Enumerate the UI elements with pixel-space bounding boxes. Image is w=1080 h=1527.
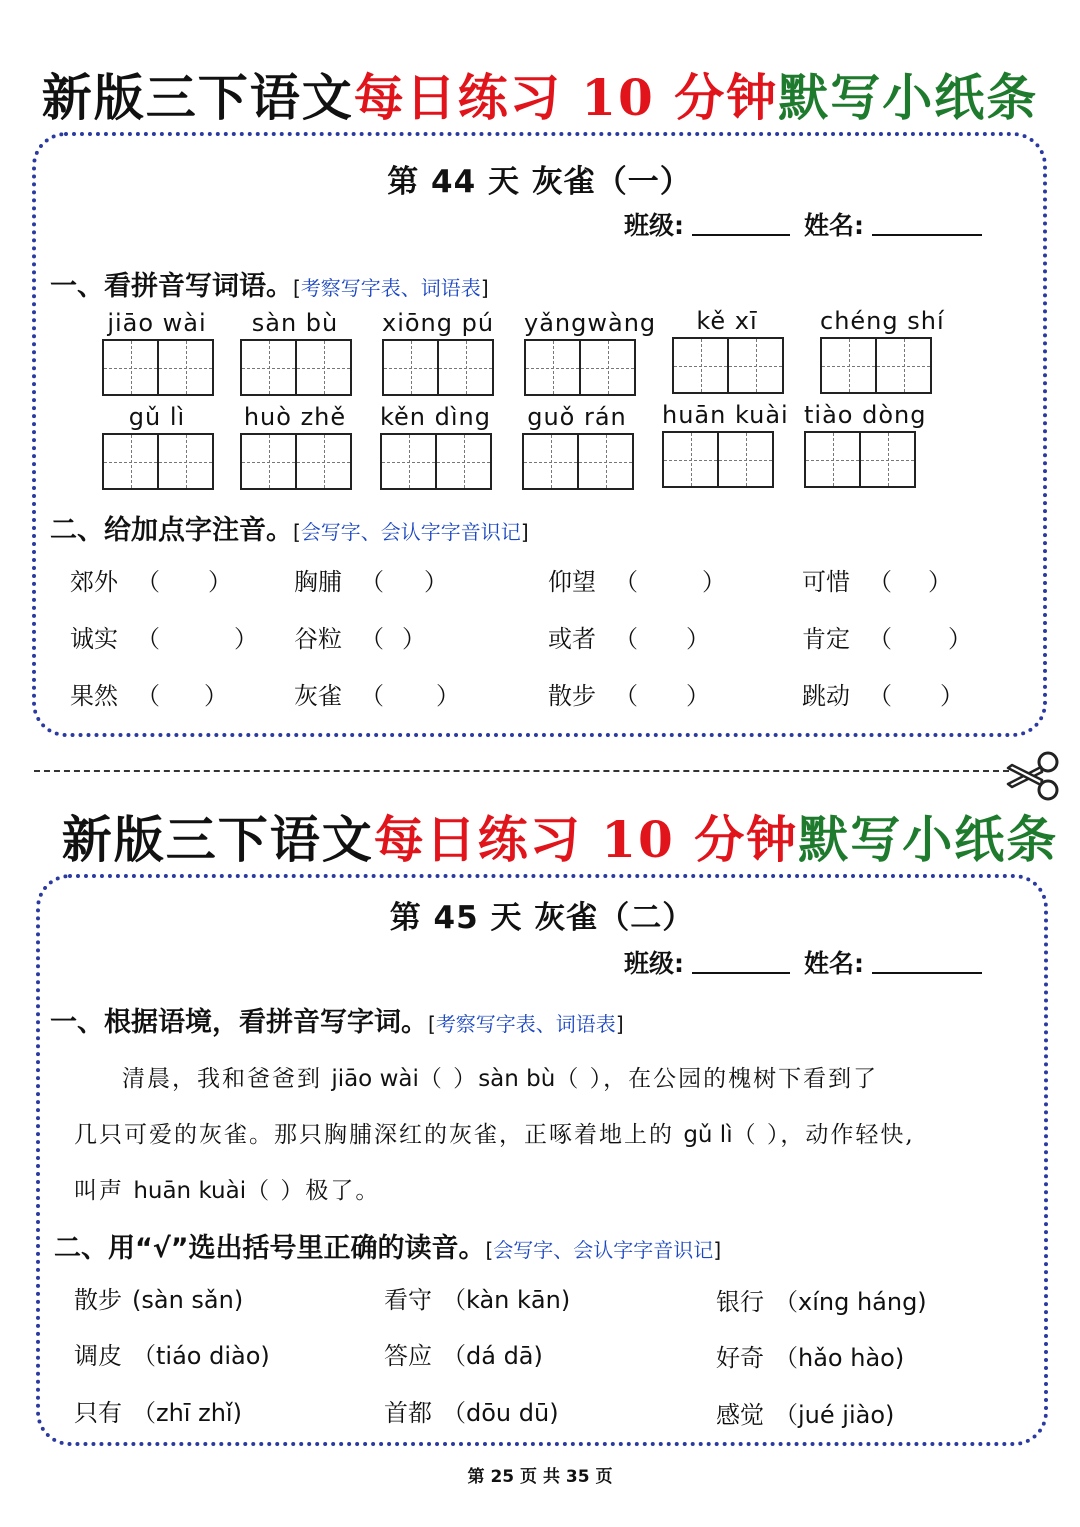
banner-part-3: 默写小纸条 — [798, 810, 1059, 869]
word-item: kěn dìng — [380, 433, 490, 490]
day44-class-name-row — [624, 206, 982, 242]
write-cell[interactable] — [717, 431, 774, 488]
phonetic-item: 或者 （ ） — [548, 625, 710, 653]
phonetic-item: 灰雀 （ ） — [294, 682, 460, 710]
phonetic-item: 果然 （ ） — [70, 682, 228, 710]
phonetic-item: 诚实 （ ） — [70, 625, 258, 653]
phonetic-item: 跳动 （ ） — [802, 682, 964, 710]
write-cell[interactable] — [102, 339, 159, 396]
word-item: gǔ lì — [102, 433, 212, 490]
name-blank[interactable] — [872, 214, 982, 236]
class-blank[interactable] — [692, 214, 790, 236]
choice-item[interactable]: 首都 （dōu dū) — [384, 1399, 559, 1427]
section1-title: 一、看拼音写词语。 — [50, 271, 293, 302]
write-cell[interactable] — [672, 337, 729, 394]
phonetic-item: 谷粒 （ ） — [294, 625, 426, 653]
choice-item[interactable]: 银行 （xíng háng) — [716, 1288, 927, 1316]
write-cell[interactable] — [295, 433, 352, 490]
choice-item[interactable]: 感觉 （jué jiào) — [716, 1401, 895, 1429]
write-cell[interactable] — [435, 433, 492, 490]
write-cell[interactable] — [157, 433, 214, 490]
write-cell[interactable] — [157, 339, 214, 396]
write-cell[interactable] — [524, 339, 581, 396]
section2-title: 二、用“√”选出括号里正确的读音。 — [54, 1233, 486, 1264]
phonetic-item: 可惜 （ ） — [802, 568, 952, 596]
choice-item[interactable]: 好奇 （hǎo hào) — [716, 1344, 905, 1372]
word-item: yǎngwàng — [524, 339, 634, 396]
cut-line — [34, 770, 1009, 772]
word-item: huò zhě — [240, 433, 350, 490]
day45-title: 第 45 天 灰雀（二） — [389, 900, 695, 936]
word-item: chéng shí — [820, 337, 930, 394]
word-item: tiào dòng — [804, 431, 914, 488]
write-cell[interactable] — [577, 433, 634, 490]
section2-title: 二、给加点字注音。 — [50, 515, 293, 546]
write-cell[interactable] — [102, 433, 159, 490]
write-cell[interactable] — [727, 337, 784, 394]
word-item: kě xī — [672, 337, 782, 394]
choice-item[interactable]: 调皮 （tiáo diào) — [74, 1342, 270, 1370]
context-line-3: 叫声 huān kuài（ ）极了。 — [74, 1178, 381, 1204]
banner-part-2: 每日练习 10 分钟 — [353, 68, 779, 127]
section1-title: 一、根据语境，看拼音写字词。 — [50, 1007, 428, 1038]
worksheet-day44 — [32, 132, 1047, 737]
word-item: xiōng pú — [382, 339, 492, 396]
section2-tag: [会写字、会认字字音识记] — [293, 520, 529, 544]
name-label: 姓名: — [804, 949, 864, 978]
write-cell[interactable] — [240, 339, 297, 396]
banner-part-3: 默写小纸条 — [778, 68, 1039, 127]
write-cell[interactable] — [875, 337, 932, 394]
banner-title-1 — [0, 58, 1080, 130]
section1-tag: [考察写字表、词语表] — [293, 276, 489, 300]
phonetic-item: 散步 （ ） — [548, 682, 710, 710]
name-blank[interactable] — [872, 952, 982, 974]
word-item: sàn bù — [240, 339, 350, 396]
word-item: huān kuài — [662, 431, 772, 488]
write-cell[interactable] — [662, 431, 719, 488]
choice-item[interactable]: 只有 （zhī zhǐ) — [74, 1399, 242, 1427]
banner-title-2 — [20, 800, 1080, 872]
day44-section1-heading — [50, 264, 489, 303]
class-blank[interactable] — [692, 952, 790, 974]
worksheet-day45 — [36, 874, 1048, 1446]
banner-part-1: 新版三下语文 — [61, 810, 374, 869]
choice-item[interactable]: 散步 (sàn sǎn) — [74, 1286, 244, 1314]
page-number: 第 25 页 共 35 页 — [467, 1467, 613, 1487]
phonetic-item: 仰望 （ ） — [548, 568, 726, 596]
day45-class-name-row — [624, 944, 982, 980]
day44-title: 第 44 天 灰雀（一） — [387, 164, 692, 200]
banner-part-2: 每日练习 10 分钟 — [373, 810, 799, 869]
banner-part-1: 新版三下语文 — [41, 68, 354, 127]
section2-tag: [会写字、会认字字音识记] — [485, 1238, 722, 1262]
context-line-1: 清晨，我和爸爸到 jiāo wài（ ）sàn bù（ ），在公园的槐树下看到了 — [122, 1066, 879, 1092]
choice-item[interactable]: 看守 （kàn kān) — [384, 1286, 571, 1314]
day45-section2-heading — [54, 1226, 721, 1265]
phonetic-item: 胸脯 （ ） — [294, 568, 448, 596]
write-cell[interactable] — [295, 339, 352, 396]
class-label: 班级: — [624, 211, 684, 240]
write-cell[interactable] — [579, 339, 636, 396]
write-cell[interactable] — [382, 339, 439, 396]
section1-tag: [考察写字表、词语表] — [428, 1012, 624, 1036]
class-label: 班级: — [624, 949, 684, 978]
context-line-2: 几只可爱的灰雀。那只胸脯深红的灰雀，正啄着地上的 gǔ lì（ ），动作轻快, — [74, 1122, 915, 1148]
word-item: guǒ rán — [522, 433, 632, 490]
write-cell[interactable] — [380, 433, 437, 490]
write-cell[interactable] — [859, 431, 916, 488]
write-cell[interactable] — [437, 339, 494, 396]
day45-section1-heading — [50, 1000, 624, 1039]
name-label: 姓名: — [804, 211, 864, 240]
write-cell[interactable] — [240, 433, 297, 490]
day44-section2-heading — [50, 508, 529, 547]
choice-item[interactable]: 答应 （dá dā) — [384, 1342, 543, 1370]
phonetic-item: 肯定 （ ） — [802, 625, 972, 653]
write-cell[interactable] — [820, 337, 877, 394]
write-cell[interactable] — [522, 433, 579, 490]
phonetic-item: 郊外 （ ） — [70, 568, 232, 596]
word-item: jiāo wài — [102, 339, 212, 396]
write-cell[interactable] — [804, 431, 861, 488]
scissors-icon — [1004, 748, 1064, 804]
